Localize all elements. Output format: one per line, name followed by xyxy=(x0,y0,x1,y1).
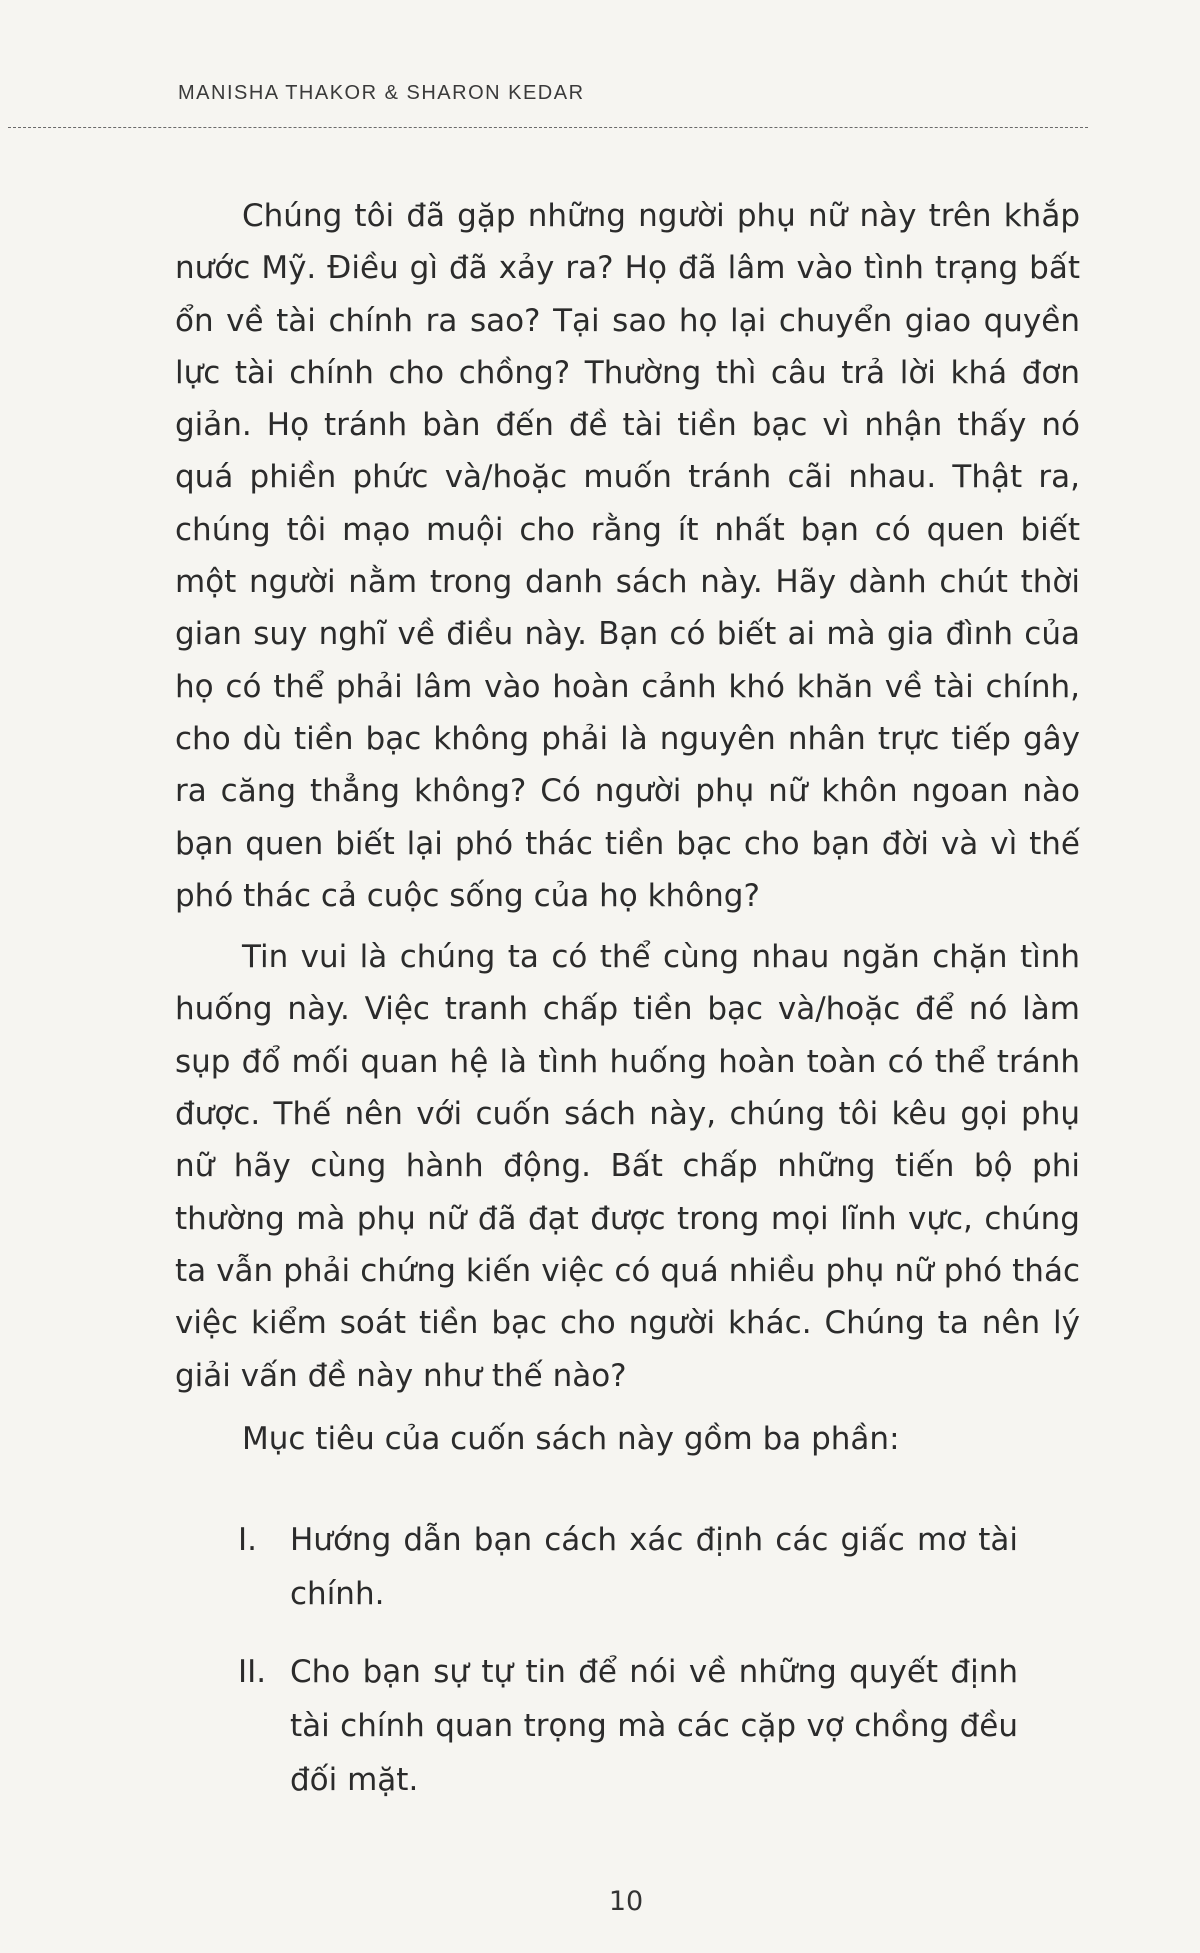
paragraph: Mục tiêu của cuốn sách này gồm ba phần: xyxy=(242,1420,900,1457)
list-item-text: Hướng dẫn bạn cách xác định các giấc mơ tài chính. xyxy=(290,1522,1018,1612)
list-item-text: Cho bạn sự tự tin để nói về những quyết định tài chính quan trọng mà các cặp vợ chồng đều đối mặt. xyxy=(290,1654,1018,1798)
running-header: MANISHA THAKOR & SHARON KEDAR xyxy=(178,82,585,104)
header-rule xyxy=(8,127,1088,128)
paragraph: Chúng tôi đã gặp những người phụ nữ này trên khắp nước Mỹ. Điều gì đã xảy ra? Họ đã lâm vào tình trạng bất ổn về tài chính ra sao? Tại sao họ lại chuyển giao quyền lực tài chính cho chồng? Thường thì câu trả lời khá đơn giản. Họ tránh bàn đến đề tài tiền bạc vì nhận thấy nó quá phiền phức và/hoặc muốn tránh cãi nhau. Thật ra, chúng tôi mạo muội cho rằng ít nhất bạn có quen biết một người nằm trong danh sách này. Hãy dành chút thời gian suy nghĩ về điều này. Bạn có biết ai mà gia đình của họ có thể phải lâm vào hoàn cảnh khó khăn về tài chính, cho dù tiền bạc không phải là nguyên nhân trực tiếp gây ra căng thẳng không? Có người phụ nữ khôn ngoan nào bạn quen biết lại phó thác tiền bạc cho bạn đời và vì thế phó thác cả cuộc sống của họ không? xyxy=(175,198,1080,914)
page-number: 10 xyxy=(608,1886,644,1917)
list-item xyxy=(238,1645,1018,1807)
paragraph: Tin vui là chúng ta có thể cùng nhau ngăn chặn tình huống này. Việc tranh chấp tiền bạc và/hoặc để nó làm sụp đổ mối quan hệ là tình huống hoàn toàn có thể tránh được. Thế nên với cuốn sách này, chúng tôi kêu gọi phụ nữ hãy cùng hành động. Bất chấp những tiến bộ phi thường mà phụ nữ đã đạt được trong mọi lĩnh vực, chúng ta vẫn phải chứng kiến việc có quá nhiều phụ nữ phó thác việc kiểm soát tiền bạc cho người khác. Chúng ta nên lý giải vấn đề này như thế nào? xyxy=(175,939,1080,1394)
body-text xyxy=(175,190,1080,1465)
list-marker: I. xyxy=(238,1522,257,1558)
list-item xyxy=(238,1513,1018,1621)
goals-list xyxy=(238,1513,1018,1807)
list-marker: II. xyxy=(238,1654,267,1690)
